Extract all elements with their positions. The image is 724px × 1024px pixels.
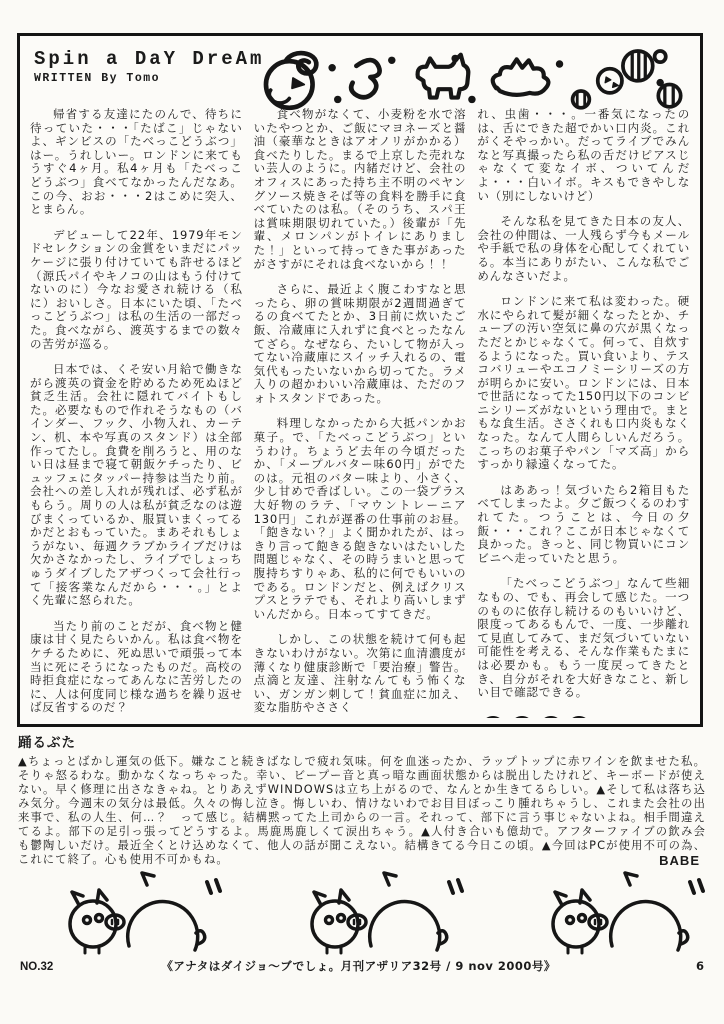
paragraph: しかし、この状態を続けて何も起きないわけがない。次第に血清濃度が薄くなり健康診断で「要治療」警告。点滴と友達、注射なんてもう怖くない、ガンガン刺して！貧血症に加え、変な脂肪やささく	[253, 632, 467, 715]
dot-doodle	[556, 60, 563, 67]
text-column-1	[30, 108, 243, 718]
ring-doodle-icon	[481, 716, 505, 718]
paragraph: 当たり前のことだが、食べ物と健康は甘く見たらいかん。私は食べ物をケチるために、死ぬ思いで頑張って本当に死にそうになったものだ。高校の時拒食症になってあんなに苦労したのに、人は何度同じ様な過ちを繰り返せば反省するのだ？	[30, 618, 243, 715]
pig-diary-section	[18, 731, 706, 867]
dot-doodle	[468, 96, 475, 103]
section-body-wrap	[18, 755, 706, 867]
byline: WRITTEN By Tomo	[34, 72, 161, 85]
ring-doodle-icon	[539, 716, 563, 718]
section-body: ▲ちょっとばかし運気の低下。嫌なこと続きばなしで疲れ気味。何を血迷ったか、ラップトップに赤ワインを飲ませた私。そりゃ怒るわな。動かなくなっちゃった。幸い、ビープー音と真っ暗な画面状態からは脱出したけれど、キーボードが使えない。早く修理に出さなきゃね。とりあえずWINDOWSは立ち上がるので、なんとか生きてるらしい。▲そして私は落ち込み気分。今週末の気分は最低。久々の悔し泣き。悔しいわ、情けないわでお目目ぼっこり腫れちゃうし、これまた会社の出来事で、私の人生、何…？ って感じ。結構黙ってた上司からの一言。それって、部下に言う事じゃないよね。相手間違えてるよ。部下の足引っ張ってどうするよ。馬鹿馬鹿しくて涙出ちゃう。▲人付き合いも億劫で。アフターファイブの飲み会も鬱陶しいだけ。最近全くとけ込めなくて、他人の話が聞こえない。結構きてる今日この頃。▲今回はPCが使用不可の為、これにて終了。心も使用不可かもね。	[18, 755, 706, 866]
paragraph: 帰省する友達にたのんで、待ちに待っていた・・・「たばこ」じゃないよ、ギンビスの「たべっこどうぶつ」はー。うれしいー。ロンドンに来てもうすぐ4ヶ月。私4ヶ月も「たべっこどうぶつ」食べてなかったんだなあ。この今、おお・・・2はこめに突入、とまらん。	[30, 108, 243, 217]
girl-face-icon	[266, 53, 316, 108]
pig-pair-icon	[55, 860, 227, 958]
paragraph: はああっ！気づいたら2箱目もたべてしまったよ。夕ご飯つくるのわすれてた。つうことは、今日の夕飯・・・これ？ここが日本じゃなくて良かった。きっと、同じ物買いにコンビニへ走っていたと思う。	[477, 482, 690, 565]
article-columns	[30, 108, 690, 718]
pig-pair-icon	[297, 860, 469, 958]
dot-doodle	[388, 57, 395, 64]
dog-icon	[418, 55, 469, 98]
section-title: 踊るぶた	[18, 735, 76, 751]
ring-doodle-icon	[510, 716, 534, 718]
footer-caption: 《アナタはダイジョ～ブでしょ。月刊アザリア32号 / 9 nov 2000号》	[161, 959, 556, 973]
candy-balls-icon	[573, 51, 681, 108]
paragraph: ロンドンに来て私は変わった。硬水にやられて髪が細くなったとか、チューブの汚い空気に鼻の穴が黒くなっただとかじゃなくて。何って、自炊するようになった。買い食いより、テスコバリューやエコノミーシリーズの方が明らかに安い。ロンドンには、日本で世話になってた150円以下のコンビニシリーズがないという理由で。まともな食生活。ささくれも口内炎もなくなった。なんて人間らしいんだろう。こっちのお菓子やパン「マズ高」からすっかり縁遠くなってた。	[477, 294, 690, 472]
paragraph: 料理しなかったから大抵パンかお菓子。で、「たべっこどうぶつ」というわけ。ちょうど去年の今頃だったか、「メープルバター味60円」がでたのは。元祖のバター味より、小さく、少し甘めで香ばしい。この一袋プラス大好物のラテ、「マウントレーニア130円」これが遅番の仕事前のお昼。「飽きない？」よく聞かれたが、はっきり言って飽きる飽きないはたいした問題じゃなく、その時うまいと思って腹持ちすりゃあ、私的に何でもいいのである。ロンドンだと、例えばクリスプスとラテでも、それより高いしまずいんだから。日本ってすてきだ。	[253, 416, 467, 621]
dot-doodle	[334, 96, 341, 103]
dot-doodle	[328, 64, 335, 71]
bird-icon	[351, 60, 379, 97]
article-box	[17, 33, 703, 727]
signature: BABE	[651, 853, 700, 868]
page-footer	[20, 958, 704, 974]
issue-number: NO.32	[20, 961, 54, 973]
header-doodles	[252, 45, 690, 111]
text-column-2	[254, 108, 467, 718]
end-doodles	[477, 712, 690, 718]
paragraph: デビューして22年、1979年モンドセレクションの金賞をいまだにパッケージに張り付けていても許せるほど（源氏パイやキノコの山はもう付けてないのに）今なお愛され続ける（私に）おいしさ。日本にいた頃、「たべっこどうぶつ」は私の生活の一部だった。食べながら、渡英するまでの数々の苦労が巡る。	[30, 227, 243, 351]
cat-cloud-icon	[493, 59, 549, 94]
page-number: 6	[695, 959, 704, 973]
paragraph: さらに、最近よく腹こわすなと思ったら、卵の賞味期限が2週間過ぎてるの食べてたとか、3日前に炊いたご飯、冷蔵庫に入れずに食べとったなんてざら。なぜなら、たいして物が入ってない冷蔵庫にスイッチ入れるの、電気代もったいないから切ってた。ラメ入りの超かわいい冷蔵庫は、ただのフォトスタンドであった。	[253, 282, 467, 405]
title-block	[34, 45, 265, 85]
paragraph: 日本では、くそ安い月給で働きながら渡英の資金を貯めるため死ぬほど貧乏生活。会社に隠れてバイトもした。必要なもので作れそうなもの（バインダー、フック、小物入れ、カーテン、机、本や写真のスタンド）は全部作ってたし。食費を削ろうと、用のない日は昼まで寝て朝飯ケチったり、ビュッフェにタッパー持参は当たり前。会社への差し入れが残れば、必ず私がもらう。周りの人は私が貧乏なのは遊びまくっているか、服買いまくってるかだとおもっていた。まあそれもしょうがない、毎週クラブかライブだけは欠かさなかったし、ライブでしょっちゅうダイブしたアザつくって会社行って「接客業なんだから・・・。」とよく先輩に怒られた。	[30, 362, 243, 608]
dot-doodle	[451, 55, 458, 62]
article-header	[20, 36, 700, 111]
paragraph: そんな私を見てきた日本の友人、会社の仲間は、一人残らず今もメールや手紙で私の身体を心配してくれている。本当にありがたい、こんな私でごめんなさいだよ。	[477, 214, 690, 283]
paragraph: 食べ物がなくて、小麦粉を水で溶いたやつとか、ご飯にマヨネーズと醤油（豪華なときはアオノリがかかる）食べたりした。まるで上京した売れない芸人のように。内緒だけど、会社のオフィスにあった持ち主不明のペヤングソース焼きそば等の食料を勝手に食べていたのは私。（そのうち、スパ王は賞味期限切れていた。）後輩が「先輩、メロンパンがトイレにありました！」といって持ってきた事があったがさすがにそれは食べないから！！	[253, 108, 467, 271]
paragraph: 「たべっこどうぶつ」なんて些細なもの、でも、再会して感じた。一つのものに依存し続けるのもいいけど、限度ってあるもんで、一度、一歩離れて見直してみて、まだ気づいていない可能性を考える、そんな作業もたまには必要かも。もう一度戻ってきたとき、自分がそれを大好きなこと、新しい目で確認できる。	[477, 576, 690, 700]
pig-doodles-row	[55, 858, 710, 958]
ring-doodle-icon	[567, 716, 591, 718]
pig-pair-icon	[538, 860, 710, 958]
text-column-3	[477, 108, 690, 718]
page-title: Spin a DaY DreAm	[34, 48, 265, 70]
paragraph: れ、虫歯・・・。一番気になったのは、舌にできた超でかい口内炎。これがくそやっかい。だってライブでみんなと写真撮ったら私の舌だけピアスじゃなくて変なイボ、ついてんだよ・・・白いイボ。キスもできやしない（別にしないけど）	[477, 108, 690, 203]
